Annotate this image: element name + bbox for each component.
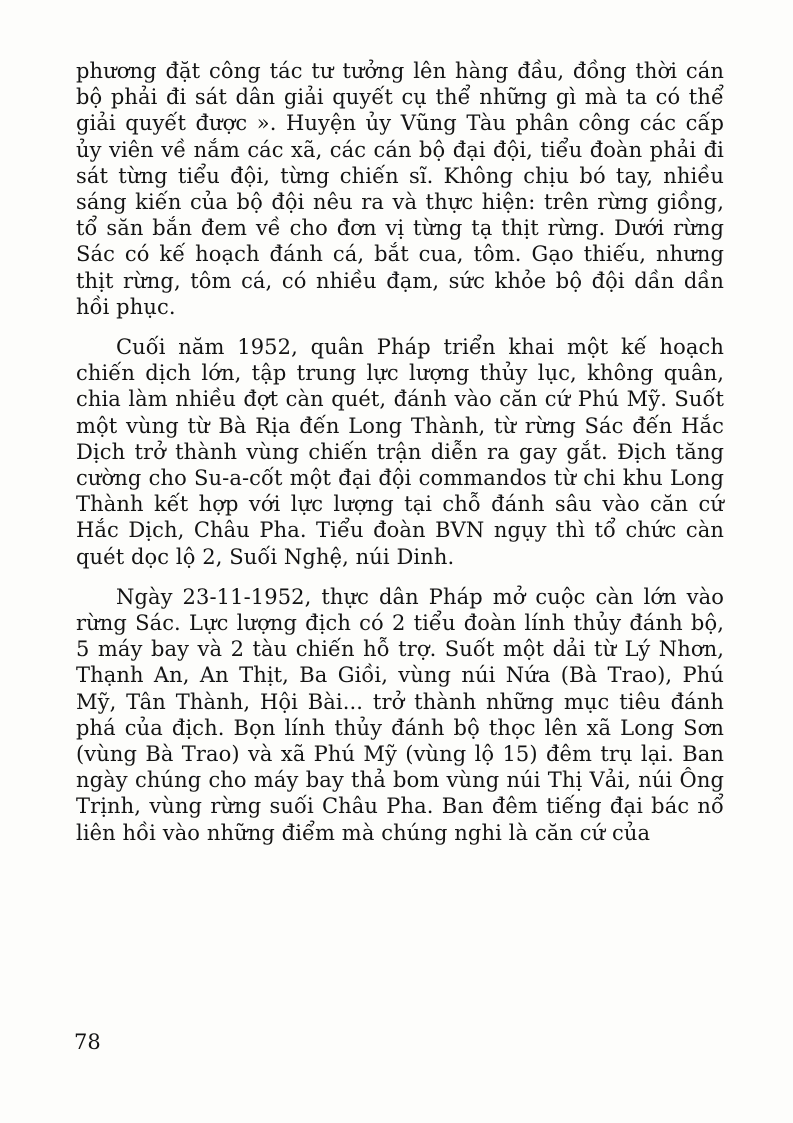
page-number: 78 [74,1030,101,1054]
paragraph-continued: phương đặt công tác tư tưởng lên hàng đầu, đồng thời cán bộ phải đi sát dân giải quyết cụ thể những gì mà ta có thể giải quyết được ». Huyện ủy Vũng Tàu phân công các cấp ủy viên về nắm các xã, các cán bộ đại đội, tiểu đoàn phải đi sát từng tiểu đội, từng chiến sĩ. Không chịu bó tay, nhiều sáng kiến của bộ đội nêu ra và thực hiện: trên rừng giồng, tổ săn bắn đem về cho đơn vị từng tạ thịt rừng. Dưới rừng Sác có kế hoạch đánh cá, bắt cua, tôm. Gạo thiếu, nhưng thịt rừng, tôm cá, có nhiều đạm, sức khỏe bộ đội dần dần hồi phục. [76,59,724,319]
body-text [76,58,724,860]
paragraph: Cuối năm 1952, quân Pháp triển khai một kế hoạch chiến dịch lớn, tập trung lực lượng thủy lục, không quân, chia làm nhiều đợt càn quét, đánh vào căn cứ Phú Mỹ. Suốt một vùng từ Bà Rịa đến Long Thành, từ rừng Sác đến Hắc Dịch trở thành vùng chiến trận diễn ra gay gắt. Địch tăng cường cho Su-a-cốt một đại đội commandos từ chi khu Long Thành kết hợp với lực lượng tại chỗ đánh sâu vào căn cứ Hắc Dịch, Châu Pha. Tiểu đoàn BVN ngụy thì tổ chức càn quét dọc lộ 2, Suối Nghệ, núi Dinh. [76,335,724,569]
paragraph: Ngày 23-11-1952, thực dân Pháp mở cuộc càn lớn vào rừng Sác. Lực lượng địch có 2 tiểu đoàn lính thủy đánh bộ, 5 máy bay và 2 tàu chiến hỗ trợ. Suốt một dải từ Lý Nhơn, Thạnh An, An Thịt, Ba Giồi, vùng núi Nứa (Bà Trao), Phú Mỹ, Tân Thành, Hội Bài... trở thành những mục tiêu đánh phá của địch. Bọn lính thủy đánh bộ thọc lên xã Long Sơn (vùng Bà Trao) và xã Phú Mỹ (vùng lộ 15) đêm trụ lại. Ban ngày chúng cho máy bay thả bom vùng núi Thị Vải, núi Ông Trịnh, vùng rừng suối Châu Pha. Ban đêm tiếng đại bác nổ liên hồi vào những điểm mà chúng nghi là căn cứ của [76,584,724,845]
